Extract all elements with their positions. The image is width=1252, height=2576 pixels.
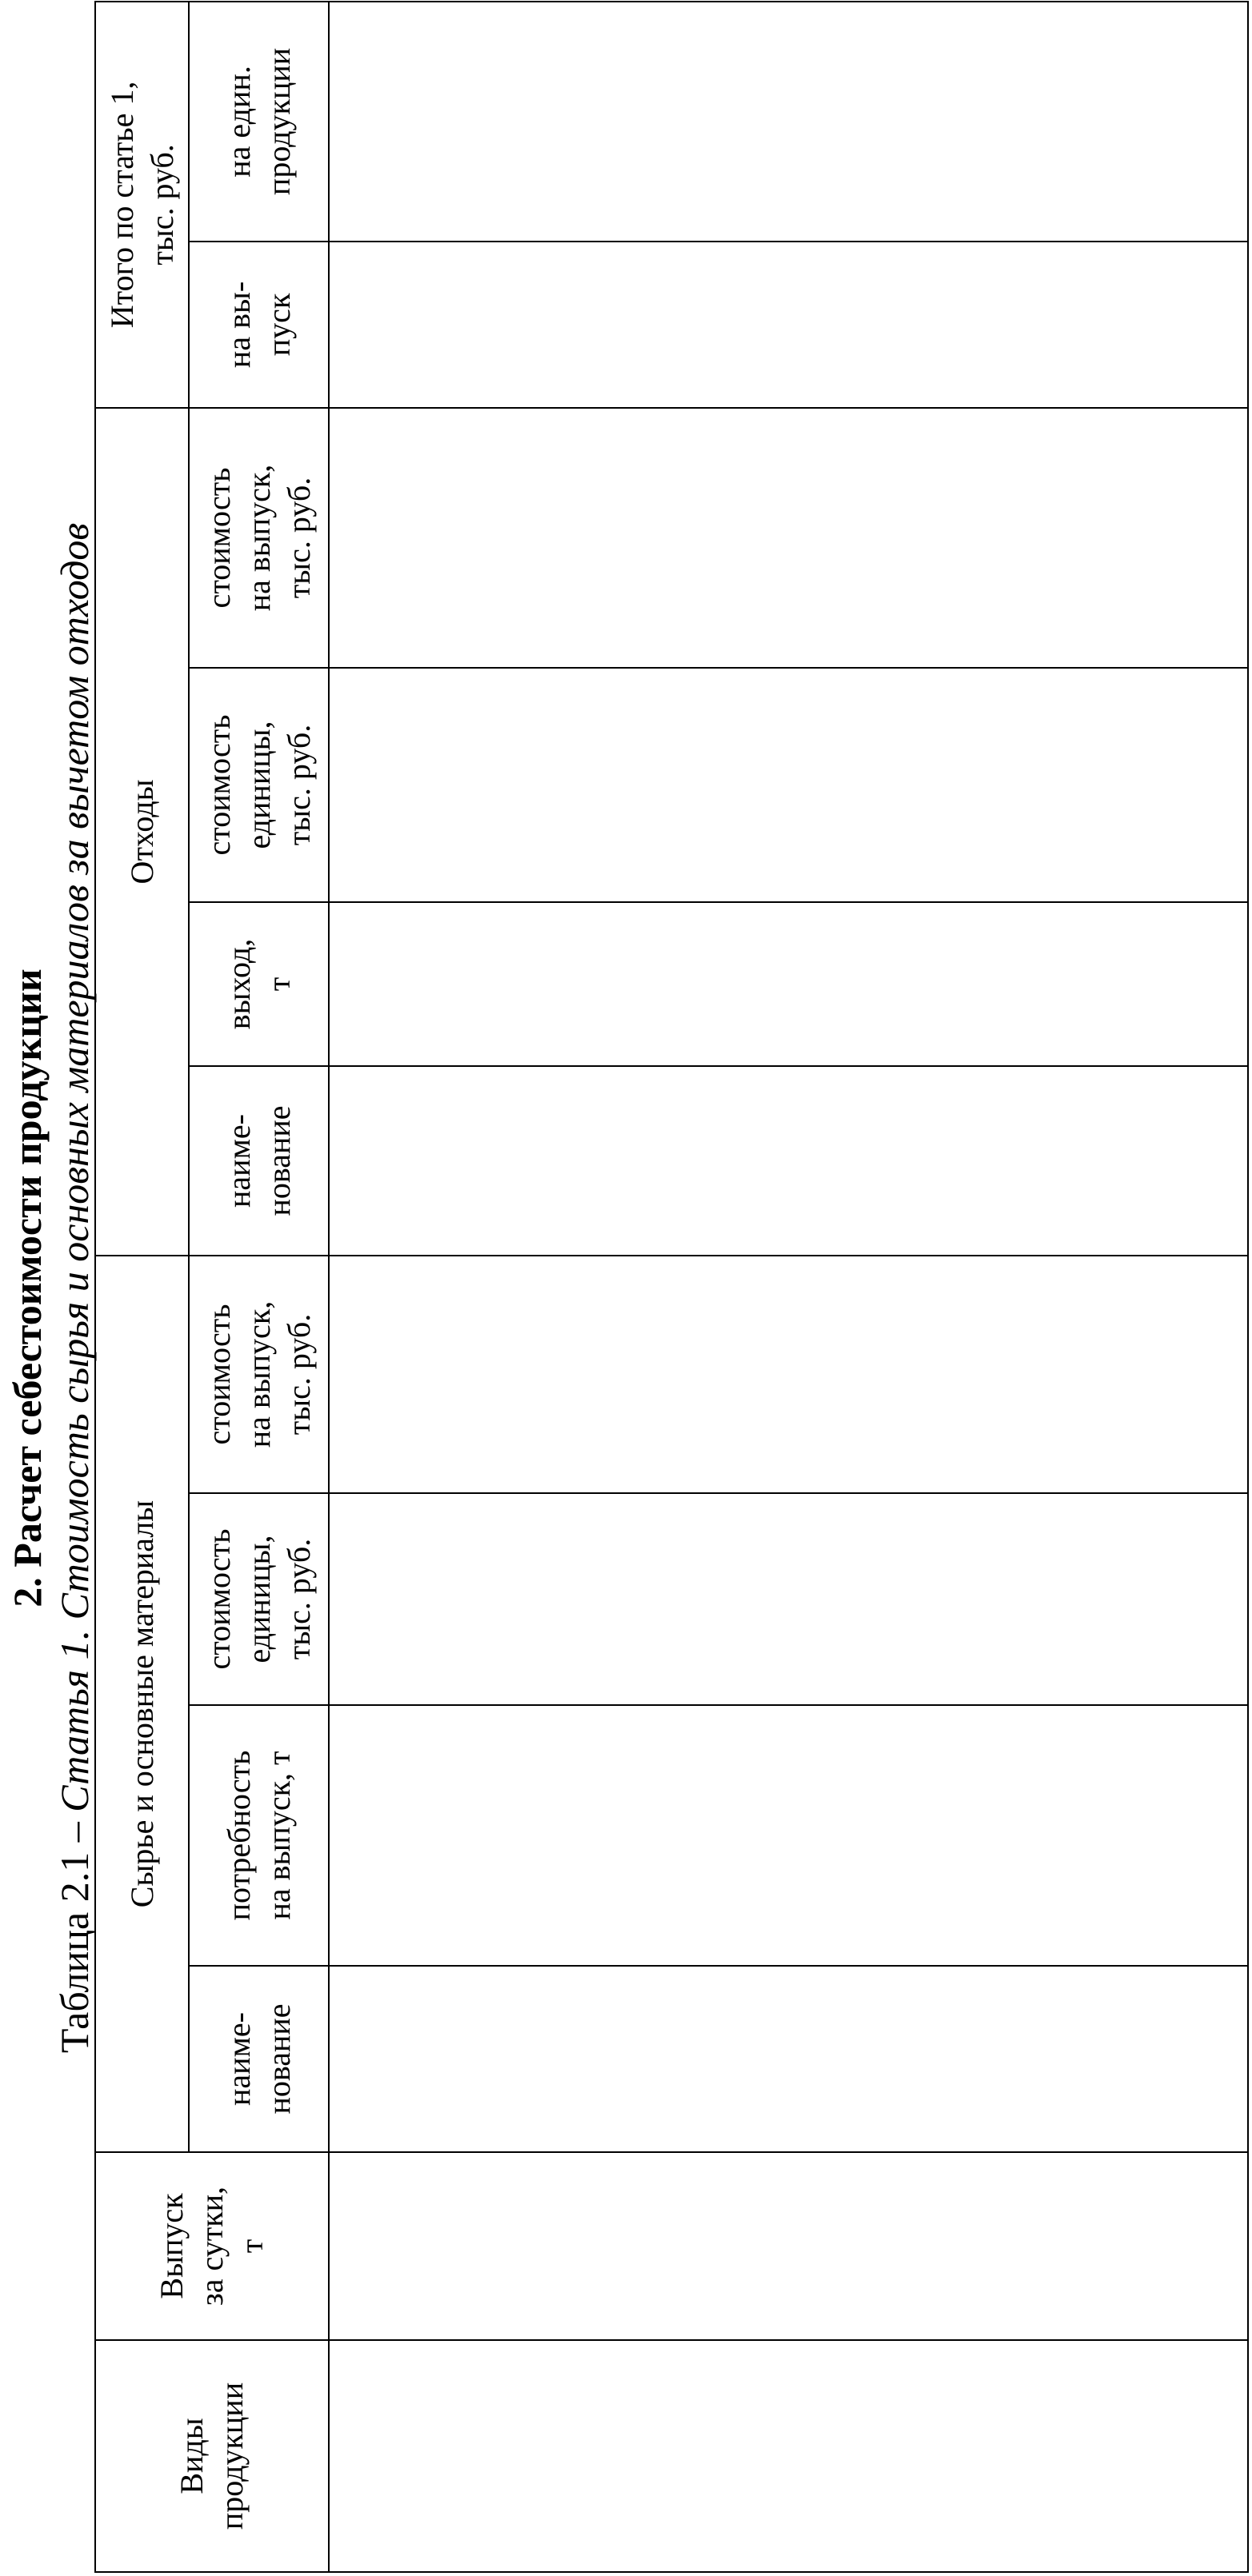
header-product-types bbox=[95, 2340, 329, 2572]
header-text-line: нование bbox=[260, 1105, 297, 1216]
header-text-line: наиме- bbox=[220, 2012, 257, 2106]
header-text-line: тыс. руб. bbox=[143, 144, 180, 266]
header-text-line: Виды bbox=[174, 2418, 210, 2494]
header-text-line: стоимость bbox=[200, 1304, 237, 1445]
header-text-line: на выпуск, т bbox=[260, 1751, 297, 1920]
cell-total-for-output[interactable] bbox=[329, 242, 1248, 408]
header-text-line: тыс. руб. bbox=[280, 1538, 317, 1660]
header-raw-need bbox=[189, 1705, 329, 1966]
cell-waste-output-cost[interactable] bbox=[329, 408, 1248, 668]
header-raw-name bbox=[189, 1966, 329, 2152]
header-text-line: т bbox=[234, 2239, 270, 2254]
header-total-for-output bbox=[189, 242, 329, 408]
table-caption-italic: Статья 1. Стоимость сырья и основных материалов за вычетом отходов bbox=[52, 522, 97, 1812]
header-row-1 bbox=[95, 2, 189, 2572]
header-waste-yield bbox=[189, 902, 329, 1066]
cell-waste-name[interactable] bbox=[329, 1066, 1248, 1256]
cell-raw-output-cost[interactable] bbox=[329, 1256, 1248, 1493]
cost-table bbox=[94, 1, 1249, 2573]
table-caption bbox=[50, 0, 99, 2576]
header-text-line: на един. bbox=[220, 66, 257, 178]
cell-raw-unit-cost[interactable] bbox=[329, 1493, 1248, 1705]
header-text-line: наиме- bbox=[220, 1114, 257, 1208]
header-text-line: единицы, bbox=[240, 721, 277, 849]
header-text-line: стоимость bbox=[200, 714, 237, 856]
cell-raw-need[interactable] bbox=[329, 1705, 1248, 1966]
header-text-line: пуск bbox=[260, 293, 297, 357]
header-waste-output-cost bbox=[189, 408, 329, 668]
header-text-line: т bbox=[260, 976, 297, 992]
table-body-row bbox=[329, 2, 1248, 2572]
header-text-line: продукции bbox=[260, 47, 297, 196]
header-text-line: потребность bbox=[220, 1750, 257, 1921]
header-text-line: стоимость bbox=[200, 467, 237, 609]
header-text-line: Итого по статье 1, bbox=[103, 81, 140, 329]
header-text-line: продукции bbox=[214, 2382, 250, 2530]
cell-output-per-day[interactable] bbox=[329, 2152, 1248, 2340]
header-text-line: на выпуск, bbox=[240, 1300, 277, 1448]
header-raw-unit-cost bbox=[189, 1493, 329, 1705]
header-text-line: Выпуск bbox=[154, 2193, 190, 2299]
cell-waste-unit-cost[interactable] bbox=[329, 668, 1248, 902]
header-group-waste: Отходы bbox=[95, 408, 189, 1256]
header-total-per-unit bbox=[189, 2, 329, 242]
cell-waste-yield[interactable] bbox=[329, 902, 1248, 1066]
header-text-line: тыс. руб. bbox=[280, 1313, 317, 1436]
header-waste-name bbox=[189, 1066, 329, 1256]
header-text-line: стоимость bbox=[200, 1528, 237, 1670]
header-text-line: на вы- bbox=[220, 281, 257, 369]
header-waste-unit-cost bbox=[189, 668, 329, 902]
header-text-line: за сутки, bbox=[194, 2186, 230, 2306]
cell-product-type[interactable] bbox=[329, 2340, 1248, 2572]
cell-raw-name[interactable] bbox=[329, 1966, 1248, 2152]
header-output-per-day bbox=[95, 2152, 329, 2340]
section-title: 2. Расчет себестоимости продукции bbox=[5, 968, 50, 1608]
header-group-total bbox=[95, 2, 189, 408]
table-caption-prefix: Таблица 2.1 – bbox=[52, 1811, 97, 2054]
header-text-line: единицы, bbox=[240, 1535, 277, 1663]
header-text-line: выход, bbox=[220, 938, 257, 1030]
header-raw-output-cost bbox=[189, 1256, 329, 1493]
cell-total-per-unit[interactable] bbox=[329, 2, 1248, 242]
header-text-line: на выпуск, bbox=[240, 464, 277, 612]
header-text-line: нование bbox=[260, 2003, 297, 2115]
header-text-line: тыс. руб. bbox=[280, 477, 317, 599]
header-text-line: тыс. руб. bbox=[280, 724, 317, 846]
header-group-raw-materials: Сырье и основные материалы bbox=[95, 1256, 189, 2152]
